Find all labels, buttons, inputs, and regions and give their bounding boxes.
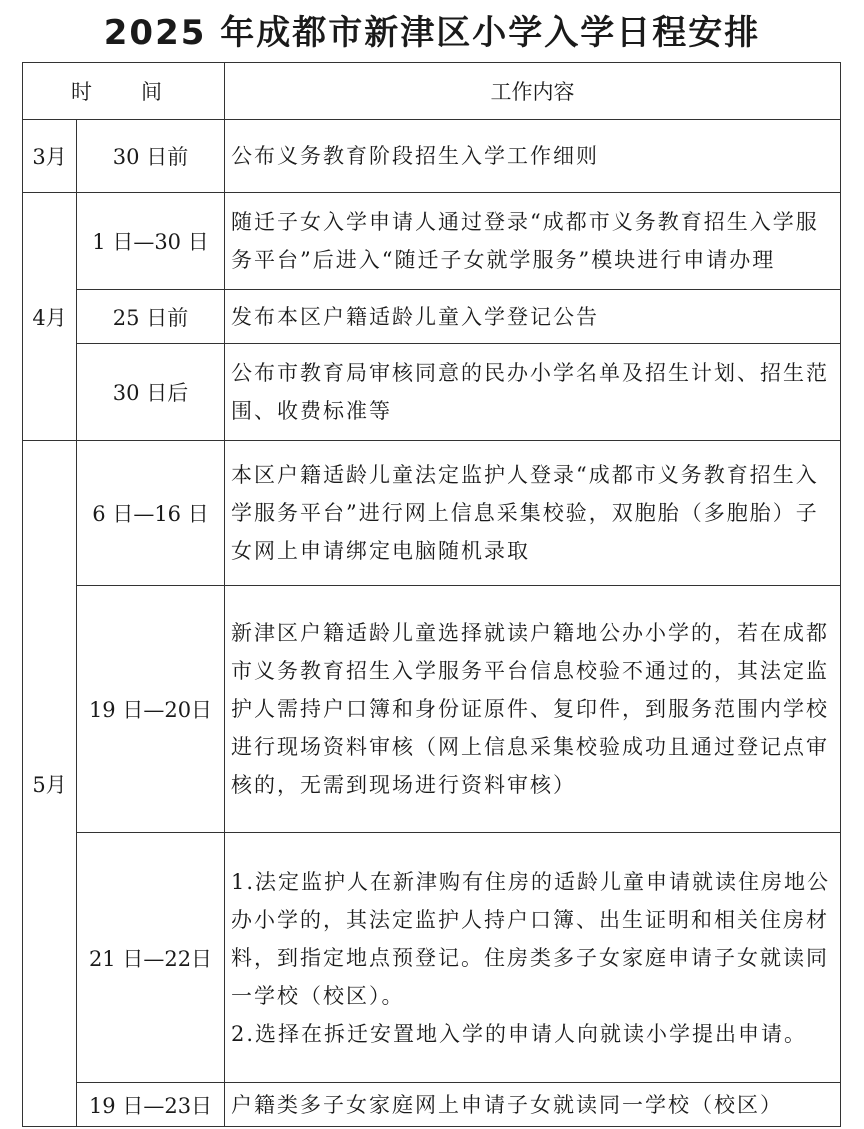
header-row (23, 63, 841, 120)
table-row (23, 290, 841, 344)
content-cell (225, 441, 841, 586)
table-row (23, 344, 841, 441)
content-text: 发布本区户籍适龄儿童入学登记公告 (231, 304, 599, 329)
content-text: 新津区户籍适龄儿童选择就读户籍地公办小学的，若在成都市义务教育招生入学服务平台信息校验不通过的，其法定监护人需持户口簿和身份证原件、复印件，到服务范围内学校进行现场资料审核（网上信息采集校验成功且通过登记点审核的，无需到现场进行资料审核） (231, 621, 829, 797)
date-cell: 19 日—23日 (77, 1083, 225, 1127)
content-text: 公布市教育局审核同意的民办小学名单及招生计划、招生范围、收费标准等 (231, 361, 829, 423)
date-cell: 30 日后 (77, 344, 225, 441)
content-text: 户籍类多子女家庭网上申请子女就读同一学校（校区） (231, 1092, 783, 1117)
table-row (23, 1083, 841, 1127)
content-cell (225, 120, 841, 193)
table-row (23, 586, 841, 833)
content-cell (225, 344, 841, 441)
table-row (23, 193, 841, 290)
month-cell: 5月 (23, 441, 77, 1127)
table-row (23, 441, 841, 586)
date-cell: 6 日—16 日 (77, 441, 225, 586)
table-row (23, 120, 841, 193)
date-cell: 1 日—30 日 (77, 193, 225, 290)
content-text: 1.法定监护人在新津购有住房的适龄儿童申请就读住房地公办小学的，其法定监护人持户口簿、出生证明和相关住房材料，到指定地点预登记。住房类多子女家庭申请子女就读同一学校（校区）。 (231, 869, 831, 1008)
header-time: 时 间 (23, 63, 225, 120)
content-cell (225, 193, 841, 290)
content-text: 公布义务教育阶段招生入学工作细则 (231, 144, 599, 168)
content-cell (225, 1083, 841, 1127)
header-content: 工作内容 (225, 63, 841, 120)
date-cell: 25 日前 (77, 290, 225, 344)
content-text: 本区户籍适龄儿童法定监护人登录“成都市义务教育招生入学服务平台”进行网上信息采集校验，双胞胎（多胞胎）子女网上申请绑定电脑随机录取 (231, 463, 819, 563)
date-cell: 19 日—20日 (77, 586, 225, 833)
content-text: 2.选择在拆迁安置地入学的申请人向就读小学提出申请。 (231, 1021, 808, 1046)
page-title: 2025 年成都市新津区小学入学日程安排 (103, 13, 761, 53)
date-cell: 30 日前 (77, 120, 225, 193)
content-cell (225, 290, 841, 344)
schedule-table (22, 62, 841, 1127)
table-row (23, 833, 841, 1083)
date-cell: 21 日—22日 (77, 833, 225, 1083)
month-cell: 4月 (23, 193, 77, 441)
content-cell (225, 833, 841, 1083)
content-text: 随迁子女入学申请人通过登录“成都市义务教育招生入学服务平台”后进入“随迁子女就学服务”模块进行申请办理 (231, 210, 819, 272)
content-cell (225, 586, 841, 833)
month-cell: 3月 (23, 120, 77, 193)
